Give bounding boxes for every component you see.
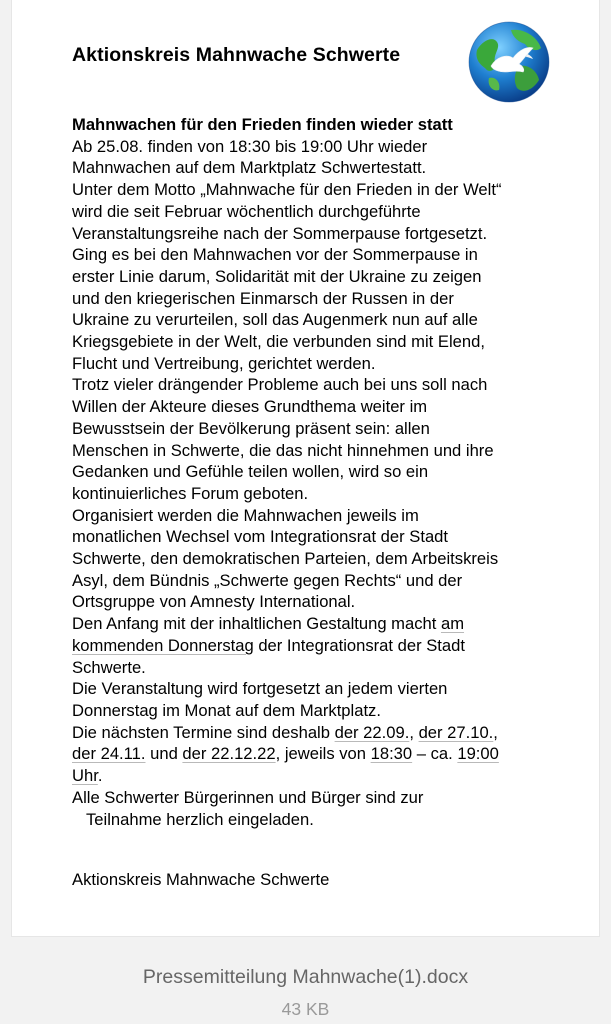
document-signature: Aktionskreis Mahnwache Schwerte	[72, 870, 330, 889]
body-line: Flucht und Vertreibung, gerichtet werden.	[72, 353, 376, 373]
body-line: Ging es bei den Mahnwachen vor der Sommerpause in	[72, 245, 478, 265]
file-size: 43 KB	[281, 999, 330, 1019]
body-line: und den kriegerischen Einmarsch der Russen in der	[72, 288, 454, 308]
body-line	[72, 613, 572, 635]
document-body	[72, 114, 572, 830]
body-line: Trotz vieler drängender Probleme auch bei uns soll nach	[72, 375, 488, 395]
body-line: Schwerte.	[72, 657, 146, 677]
body-line: Menschen in Schwerte, die das nicht hinnehmen und ihre	[72, 440, 494, 460]
body-line	[72, 635, 572, 657]
body-text: Den Anfang mit der inhaltlichen Gestaltung macht	[72, 614, 441, 634]
body-line: Kriegsgebiete in der Welt, die verbunden sind mit Elend,	[72, 332, 485, 352]
date-link[interactable]: kommenden Donnerstag	[72, 635, 254, 655]
body-line: Bewusstsein der Bevölkerung präsent sein: allen	[72, 418, 430, 438]
date-link[interactable]: der 22.09.	[334, 722, 410, 742]
body-text: Die nächsten Termine sind deshalb	[72, 722, 335, 742]
body-line: Ab 25.08. finden von 18:30 bis 19:00 Uhr wieder	[72, 136, 428, 156]
body-line: Gedanken und Gefühle teilen wollen, wird so ein	[72, 462, 429, 482]
body-line: Schwerte, den demokratischen Parteien, dem Arbeitskreis	[72, 549, 499, 569]
globe-with-dove-icon	[467, 20, 551, 104]
body-line: Donnerstag im Monat auf dem Marktplatz.	[72, 700, 381, 720]
document-title: Aktionskreis Mahnwache Schwerte	[72, 44, 401, 66]
body-line: Mahnwachen auf dem Marktplatz Schwertestatt.	[72, 158, 427, 178]
body-line: monatlichen Wechsel vom Integrationsrat der Stadt	[72, 527, 449, 547]
date-link[interactable]: am	[440, 614, 465, 634]
body-text: der Integrationsrat der Stadt	[253, 635, 465, 655]
time-link[interactable]: 19:00	[457, 744, 499, 764]
body-line: Ukraine zu verurteilen, soll das Augenmerk nun auf alle	[72, 310, 478, 330]
body-line: Teilnahme herzlich eingeladen.	[86, 809, 314, 829]
date-link[interactable]: der 27.10.	[418, 722, 494, 742]
body-line	[72, 743, 572, 765]
body-line: Organisiert werden die Mahnwachen jeweils im	[72, 505, 419, 525]
document-page[interactable]	[12, 0, 599, 936]
body-line: Unter dem Motto „Mahnwache für den Frieden in der Welt“	[72, 180, 502, 200]
body-line: Ortsgruppe von Amnesty International.	[72, 592, 356, 612]
body-text: ,	[493, 722, 498, 742]
time-link[interactable]: Uhr	[72, 766, 98, 786]
body-line: kontinuierliches Forum geboten.	[72, 483, 309, 503]
date-link[interactable]: der 24.11.	[72, 744, 146, 764]
body-text: .	[97, 766, 103, 786]
body-line: wird die seit Februar wöchentlich durchgeführte	[72, 201, 421, 221]
body-line: erster Linie darum, Solidarität mit der Ukraine zu zeigen	[72, 266, 482, 286]
date-link[interactable]: der 22.12.22	[182, 744, 276, 764]
document-headline: Mahnwachen für den Frieden finden wieder statt	[72, 115, 453, 134]
body-line: Die Veranstaltung wird fortgesetzt an jedem vierten	[72, 679, 448, 699]
body-line: Veranstaltungsreihe nach der Sommerpause fortgesetzt.	[72, 223, 488, 243]
body-line	[72, 765, 572, 787]
body-line: Alle Schwerter Bürgerinnen und Bürger sind zur	[72, 787, 424, 807]
body-text: , jeweils von	[275, 744, 371, 764]
body-text: ,	[409, 722, 419, 742]
body-text: – ca.	[412, 744, 458, 764]
body-line: Willen der Akteure dieses Grundthema weiter im	[72, 397, 428, 417]
time-link[interactable]: 18:30	[370, 744, 413, 764]
file-name: Pressemitteilung Mahnwache(1).docx	[142, 966, 469, 988]
body-line	[72, 722, 572, 744]
body-text: und	[145, 744, 183, 764]
body-line: Asyl, dem Bündnis „Schwerte gegen Rechts“ und der	[72, 570, 463, 590]
